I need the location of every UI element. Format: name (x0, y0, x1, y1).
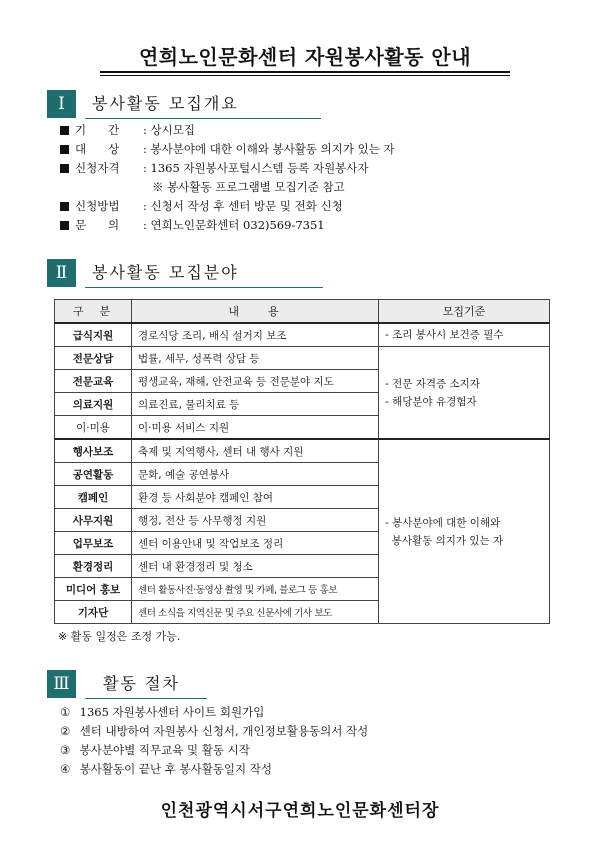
row-category: 미디어 홍보 (55, 578, 132, 601)
list-item (60, 741, 368, 760)
step-text: 센터 내방하여 자원봉사 신청서, 개인정보활용동의서 작성 (79, 724, 369, 738)
list-item (60, 722, 368, 741)
overview-value: : 1365 자원봉사포털시스템 등록 자원봉사자 (143, 161, 369, 175)
row-category: 기자단 (55, 601, 132, 624)
section-1-title: 봉사활동 모집개요 (92, 94, 239, 113)
overview-method (60, 197, 395, 216)
step-number: ① (60, 705, 71, 719)
title-underline (100, 71, 510, 73)
row-content: 센터 내 환경정리 및 청소 (132, 555, 379, 578)
schedule-footnote: ※ 활동 일정은 조정 가능. (58, 630, 181, 643)
procedure-steps (60, 703, 368, 779)
step-number: ④ (60, 762, 71, 776)
step-number: ② (60, 724, 71, 738)
square-bullet-icon (60, 202, 69, 211)
square-bullet-icon (60, 145, 69, 154)
criteria-line: - 전문 자격증 소지자 (385, 377, 480, 390)
square-bullet-icon (60, 221, 69, 230)
criteria-cell-1 (379, 323, 550, 347)
row-content: 센터 소식을 지역신문 및 주요 신문사에 기사 보도 (132, 601, 379, 624)
row-category: 캠페인 (55, 486, 132, 509)
overview-contact (60, 216, 395, 235)
row-content: 의료진료, 물리치료 등 (132, 393, 379, 416)
header-criteria: 모집기준 (379, 300, 550, 324)
overview-period (60, 121, 395, 140)
overview-target (60, 140, 395, 159)
row-content: 센터 이용안내 및 작업보조 정리 (132, 532, 379, 555)
table-row (55, 347, 550, 370)
overview-label: 문 의 (75, 218, 120, 232)
criteria-line: - 조리 봉사시 보건증 필수 (385, 329, 504, 341)
row-content: 경로식당 조리, 배식 설거지 보조 (132, 323, 379, 347)
table-header-row (55, 300, 550, 324)
criteria-line: - 봉사분야에 대한 이해와 (385, 516, 501, 529)
square-bullet-icon (60, 126, 69, 135)
overview-qualification (60, 159, 395, 178)
title-underline-thin (100, 75, 510, 76)
overview-value: : 신청서 작성 후 센터 방문 및 전화 신청 (143, 199, 343, 213)
row-category: 전문교육 (55, 370, 132, 393)
section-1-numeral: Ⅰ (47, 90, 76, 118)
overview-label: 신청방법 (75, 199, 120, 213)
section-2-underline (85, 287, 323, 288)
step-text: 봉사분야별 직무교육 및 활동 시작 (79, 743, 250, 757)
row-content: 축제 및 지역행사, 센터 내 행사 지원 (132, 439, 379, 463)
overview-value: : 연희노인문화센터 032)569-7351 (143, 218, 325, 232)
row-content: 행정, 전산 등 사무행정 지원 (132, 509, 379, 532)
section-3-underline (85, 698, 207, 699)
criteria-line: 봉사활동 의지가 있는 자 (385, 534, 504, 547)
row-category: 업무보조 (55, 532, 132, 555)
table-row (55, 323, 550, 347)
page-title: 연희노인문화센터 자원봉사활동 안내 (138, 45, 472, 69)
issuer-signature: 인천광역시서구연희노인문화센터장 (160, 801, 440, 821)
row-category: 급식지원 (55, 323, 132, 347)
overview-value: : 상시모집 (143, 123, 195, 137)
section-3-title: 활동 절차 (103, 674, 180, 693)
section-1-underline (85, 118, 321, 119)
step-text: 1365 자원봉사센터 사이트 회원가입 (79, 705, 265, 719)
step-text: 봉사활동이 끝난 후 봉사활동일지 작성 (79, 762, 273, 776)
header-category: 구 분 (55, 300, 132, 324)
square-bullet-icon (60, 164, 69, 173)
criteria-line: - 해당분야 유경험자 (385, 395, 477, 408)
overview-note: ※ 봉사활동 프로그램별 모집기준 참고 (152, 180, 345, 194)
row-content: 이·미용 서비스 지원 (132, 416, 379, 440)
overview-list (60, 121, 395, 235)
row-category: 이·미용 (55, 416, 132, 440)
overview-value: : 봉사분야에 대한 이해와 봉사활동 의지가 있는 자 (143, 142, 395, 156)
section-2-numeral: Ⅱ (47, 259, 76, 287)
section-3-numeral: Ⅲ (47, 670, 76, 698)
section-2-title: 봉사활동 모집분야 (92, 263, 239, 282)
volunteer-fields-table (54, 299, 550, 624)
row-content: 환경 등 사회분야 캠페인 참여 (132, 486, 379, 509)
overview-label: 대 상 (75, 142, 120, 156)
row-content: 센터 활동사진·동영상 촬영 및 카페, 블로그 등 홍보 (132, 578, 379, 601)
row-category: 공연활동 (55, 463, 132, 486)
list-item (60, 760, 368, 779)
row-content: 평생교육, 재해, 안전교육 등 전문분야 지도 (132, 370, 379, 393)
row-category: 전문상담 (55, 347, 132, 370)
criteria-cell-2 (379, 347, 550, 440)
row-category: 행사보조 (55, 439, 132, 463)
header-content: 내 용 (132, 300, 379, 324)
overview-label: 신청자격 (75, 161, 120, 175)
table-row (55, 439, 550, 463)
row-content: 법률, 세무, 성폭력 상담 등 (132, 347, 379, 370)
row-category: 환경정리 (55, 555, 132, 578)
criteria-cell-3 (379, 439, 550, 624)
list-item (60, 703, 368, 722)
overview-label: 기 간 (75, 123, 120, 137)
row-category: 의료지원 (55, 393, 132, 416)
row-content: 문화, 예술 공연봉사 (132, 463, 379, 486)
row-category: 사무지원 (55, 509, 132, 532)
step-number: ③ (60, 743, 71, 757)
